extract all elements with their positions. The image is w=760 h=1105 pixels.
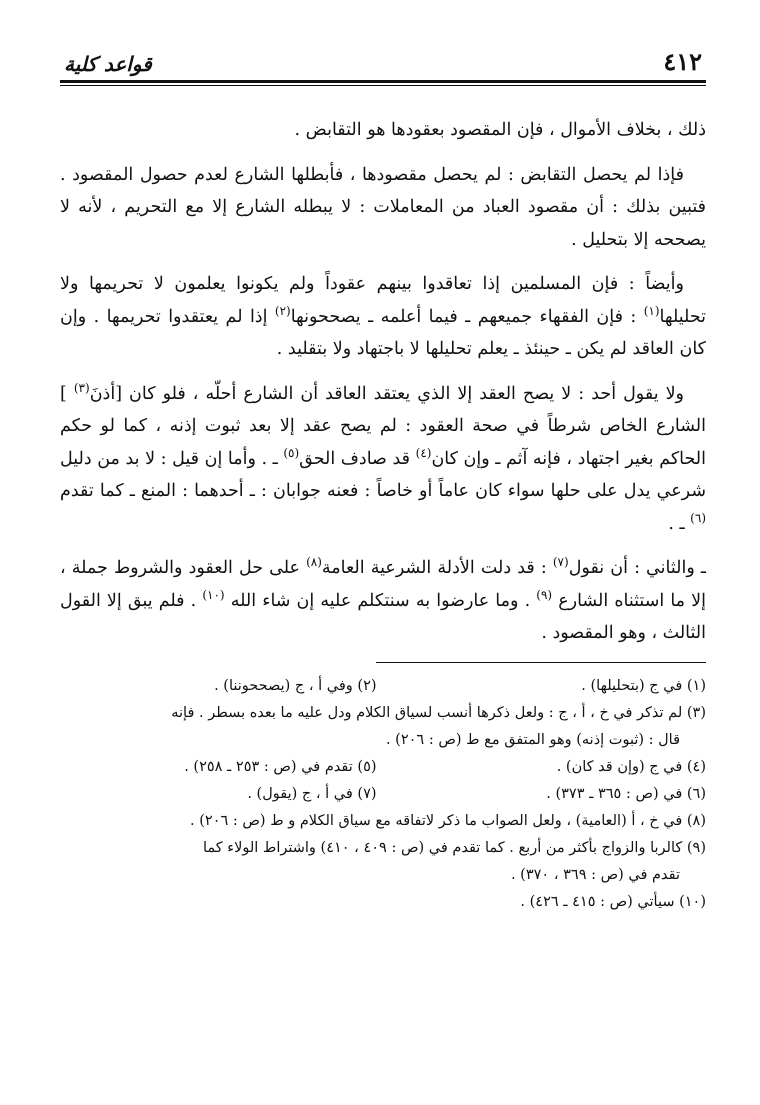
paragraph-1: ذلك ، بخلاف الأموال ، فإن المقصود بعقودها هو التقابض . [294,120,706,140]
footnote-3: (٣) لم تذكر في خ ، أ ، ج : ولعل ذكرها أنسب لسياق الكلام ودل عليه ما بعده بسطر . فإنه [171,704,706,721]
header-rule-thin [60,85,706,86]
text-run: ولا يقول أحد : لا يصح العقد إلا الذي يعتقد العاقد أن الشارع أحلّه ، فلو كان [أذنَ [89,383,685,404]
page-number: ٤١٢ [663,47,702,76]
footnote-9: (٩) كالربا والزواج بأكثر من أربع . كما تقدم في (ص : ٤٠٩ ، ٤١٠) واشتراط الولاء كما [202,839,706,856]
text-run: ـ والثاني : أن نقول [568,558,706,578]
paragraph-2: فإذا لم يحصل التقابض : لم يحصل مقصودها ، فأبطلها الشارع لعدم حصول المقصود . فتبين بذلك : أن مقصود العباد من المعاملات : لا يبطله الشارع إلا مع التحريم ، لأنه لا يصححه إلا بتحليل . [60,164,706,250]
footnote-5: (٥) تقدم في (ص : ٢٥٣ ـ ٢٥٨) . [184,758,377,775]
footnote-2: (٢) وفي أ ، ج (يصححوننا) . [214,677,377,694]
footnote-10: (١٠) سيأتي (ص : ٤١٥ ـ ٤٢٦) . [520,893,706,910]
footnote-row [60,754,706,781]
text-run: . فلم يبق إلا القول الثالث ، وهو المقصود . [60,590,706,643]
text-run: . وما عارضوا به سنتكلم عليه إن شاء الله [224,590,537,611]
footnote-ref-8[interactable]: (٨) [306,555,322,570]
footnote-4: (٤) في ج (وإن قد كان) . [556,758,706,775]
paragraph-3 [60,268,706,366]
text-run: إذا لم يعتقدوا تحريمها . وإن كان العاقد لم يكن ـ حينئذ ـ يعلم تحليلها لا باجتهاد ولا بتقليد . [60,306,706,359]
footnote-3-continued: قال : (ثبوت إذنه) وهو المتفق مع ط (ص : ٢٠٦) . [385,731,680,748]
footnote-ref-3[interactable]: (٣) [73,380,90,395]
text-run: ] الشارع الخاص شرطاً في صحة العقود : لم يصح عقد إلا بعد ثبوت إذنه ، كما لو حكم الحاكم بغير اجتهاد ، فإنه آثم ـ وإن كان [60,383,706,469]
footnote-1: (١) في ج (بتحليلها) . [581,677,706,694]
footnote-row [60,673,706,700]
text-run: قد صادف الحق [299,448,416,469]
text-run: ـ . [668,513,691,534]
footnote-8: (٨) في خ ، أ (العامية) ، ولعل الصواب ما ذكر لاتفاقه مع سياق الكلام و ط (ص : ٢٠٦) . [190,812,706,829]
footnote-ref-9[interactable]: (٩) [536,587,553,602]
footnote-separator [376,662,706,663]
paragraph-5 [60,552,706,650]
footnote-ref-2[interactable]: (٢) [274,303,291,318]
footnote-ref-4[interactable]: (٤) [415,445,432,460]
header-rule [60,80,706,83]
footnote-ref-5[interactable]: (٥) [283,445,300,460]
text-run: : قد دلت الأدلة الشرعية العامة [321,558,553,578]
book-title: قواعد كلية [64,52,152,76]
footnote-ref-7[interactable]: (٧) [552,555,569,570]
page [60,40,706,916]
footnote-6: (٦) في (ص : ٣٦٥ ـ ٣٧٣) . [546,785,706,802]
text-run: : فإن الفقهاء جميعهم ـ فيما أعلمه ـ يصححونها [290,306,644,327]
text-run: ـ . وأما إن قيل : لا بد من دليل شرعي يدل على حلها سواء كان عاماً أو خاصاً : فعنه جوابان : ـ أحدهما : المنع ـ كما تقدم [60,448,706,501]
text-run: على حل العقود والشروط جملة ، إلا ما استثناه الشارع [60,558,707,611]
footnote-9-continued: تقدم في (ص : ٣٦٩ ، ٣٧٠) . [510,866,680,883]
running-header [60,40,706,76]
main-text [60,114,706,650]
footnote-ref-6[interactable]: (٦) [690,510,706,525]
footnote-7: (٧) في أ ، ج (يقول) . [247,785,377,802]
footnote-ref-10[interactable]: (١٠) [202,587,225,602]
footnotes [60,673,706,916]
paragraph-4 [60,378,706,541]
text-run: وأيضاً : فإن المسلمين إذا تعاقدوا بينهم عقوداً ولم يكونوا يعلمون لا تحريمها ولا تحليلها [60,274,706,327]
footnote-ref-1[interactable]: (١) [643,303,660,318]
footnote-row [60,781,706,808]
